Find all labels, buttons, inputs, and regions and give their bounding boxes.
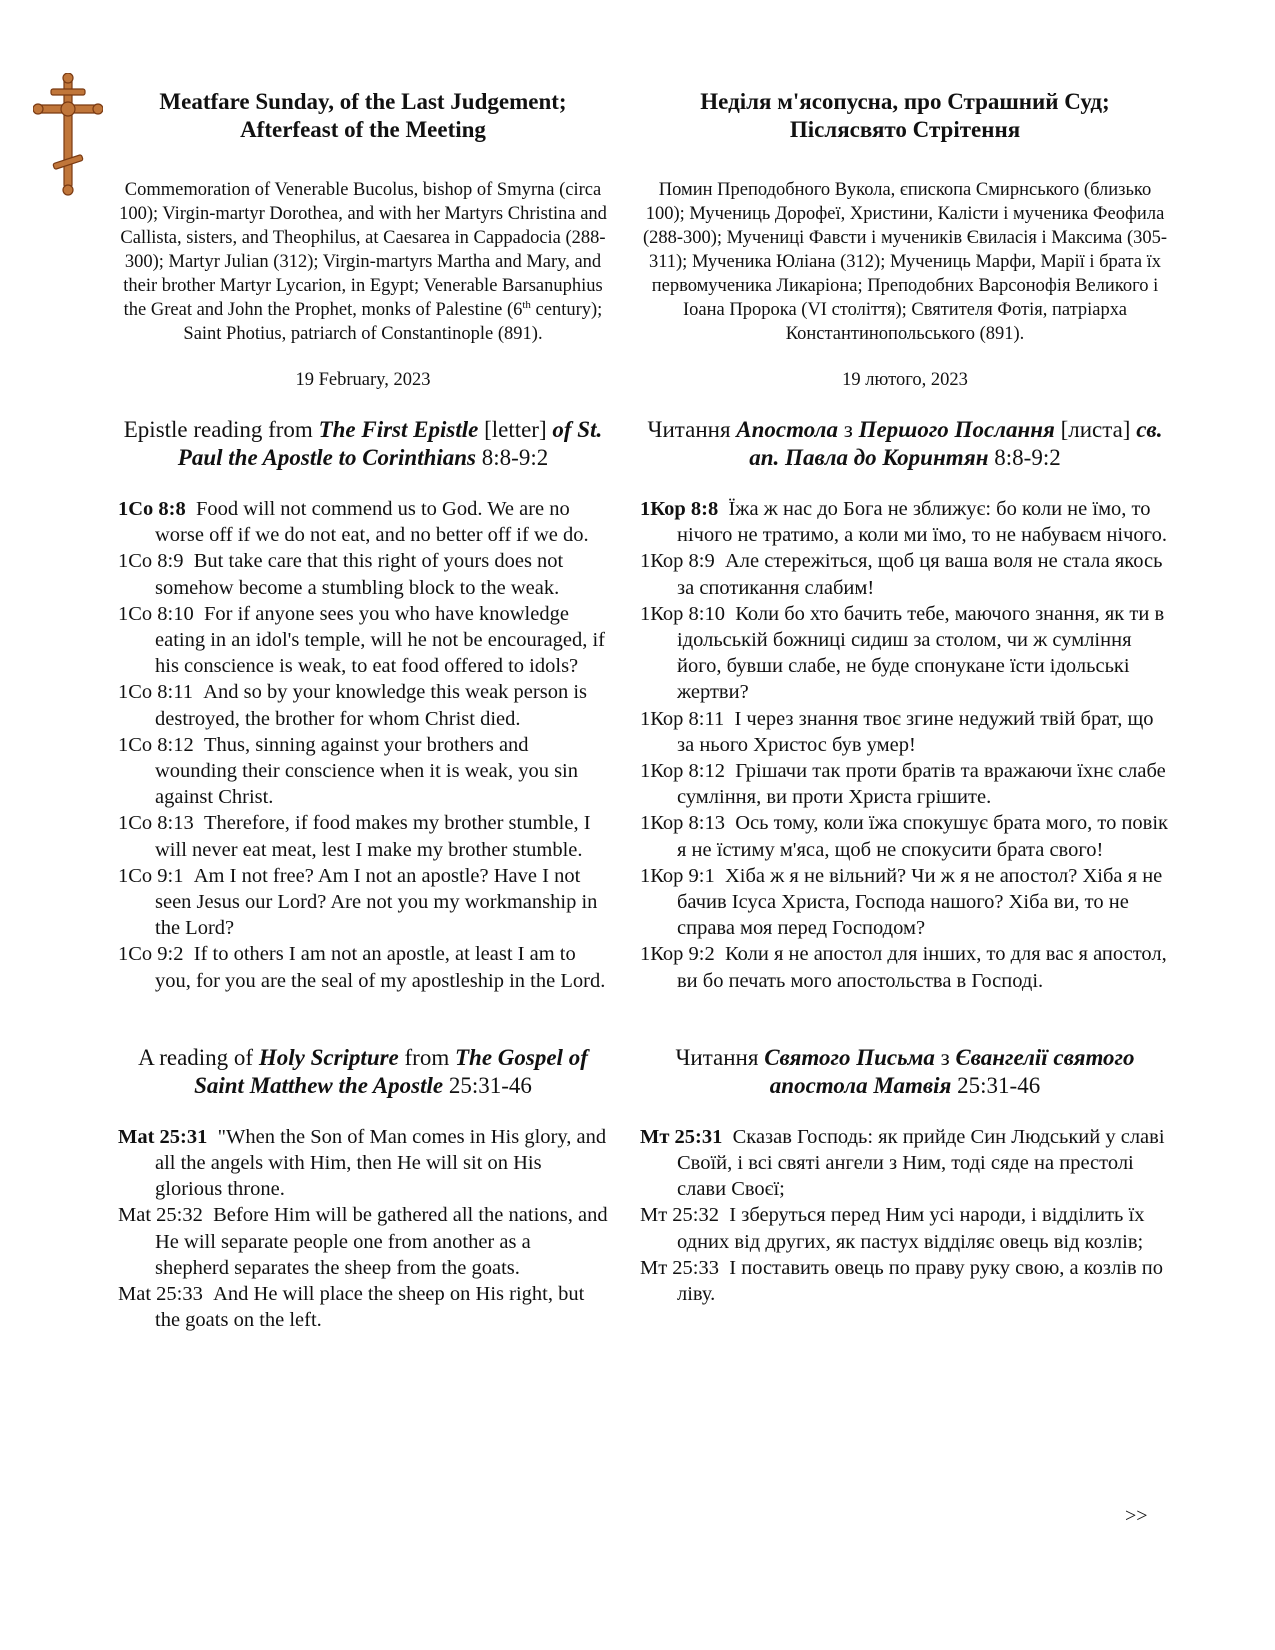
verse-reference: 1Co 8:13 <box>118 812 194 835</box>
verse-item <box>640 941 1170 993</box>
verse-text: Thus, sinning against your brothers and wounding their conscience when it is weak, you sin against Christ. <box>155 733 579 809</box>
verse-reference: 1Co 8:11 <box>118 681 193 704</box>
verse-item <box>640 496 1170 548</box>
verse-text: And He will place the sheep on His right, but the goats on the left. <box>155 1283 585 1332</box>
gospel-heading-en: A reading of Holy Scripture from The Gospel of Saint Matthew the Apostle 25:31-46 <box>138 1044 588 1098</box>
title-line-1: Неділя м'ясопусна, про Страшний Суд; <box>700 89 1110 114</box>
verse-reference: Mat 25:32 <box>118 1204 203 1227</box>
verse-text: Food will not commend us to God. We are no worse off if we do not eat, and no better off if we do. <box>155 498 589 547</box>
verse-text: Therefore, if food makes my brother stumble, I will never eat meat, lest I make my brother stumble. <box>155 812 591 861</box>
verse-text: Am I not free? Am I not an apostle? Have I not seen Jesus our Lord? Are not you my workmanship in the Lord? <box>155 864 598 940</box>
verse-item <box>118 601 608 680</box>
verse-text: Грішачи так проти братів та вражаючи їхнє слабе сумління, ви проти Христа грішите. <box>677 760 1166 809</box>
title-line-1: Meatfare Sunday, of the Last Judgement; <box>159 89 567 114</box>
verse-reference: Мт 25:32 <box>640 1204 720 1227</box>
verse-reference: 1Кор 8:8 <box>640 498 719 520</box>
verse-reference: Mat 25:33 <box>118 1283 203 1306</box>
verse-text: But take care that this right of yours does not somehow become a stumbling block to the weak. <box>155 550 564 599</box>
verse-item <box>118 496 608 548</box>
commemoration-en: Commemoration of Venerable Bucolus, bishop of Smyrna (circa 100); Virgin-martyr Dorothea, and with her Martyrs Christina and Callista, sisters, and Theophilus, at Caesarea in Cappadocia (288-300); Martyr Julian (312); Virgin-martyrs Martha and Mary, and their brother Martyr Lycarion, in Egypt; Venerable Barsanuphius the Great and John the Prophet, monks of Palestine (6th century); Saint Photius, patriarch of Constantinople (891). <box>119 180 607 344</box>
verse-reference: 1Кор 8:11 <box>640 707 725 730</box>
verse-text: "When the Son of Man comes in His glory, and all the angels with Him, then He will sit on His glorious throne. <box>155 1125 607 1201</box>
date-uk: 19 лютого, 2023 <box>842 370 968 390</box>
epistle-heading-en: Epistle reading from The First Epistle [letter] of St. Paul the Apostle to Corinthians 8:8-9:2 <box>123 417 603 470</box>
continue-marker: >> <box>1125 1505 1148 1527</box>
verse-reference: Мт 25:31 <box>640 1125 723 1148</box>
verse-reference: 1Кор 8:12 <box>640 760 725 783</box>
date-en: 19 February, 2023 <box>295 370 431 390</box>
verse-item <box>118 679 608 731</box>
gospel-verses-uk <box>640 1124 1170 1307</box>
verse-item <box>118 548 608 600</box>
verse-reference: 1Co 8:9 <box>118 550 184 573</box>
verse-item <box>640 706 1170 758</box>
epistle-verses-uk <box>640 496 1170 994</box>
verse-item <box>640 548 1170 600</box>
verse-text: Before Him will be gathered all the nations, and He will separate people one from another as a shepherd separates the sheep from the goats. <box>155 1204 608 1279</box>
verse-text: Коли я не апостол для інших, то для вас я апостол, ви бо печать мого апостольства в Господі. <box>677 943 1167 992</box>
verse-text: Але стережіться, щоб ця ваша воля не стала якось за спотикання слабим! <box>677 550 1163 599</box>
verse-item <box>640 1202 1170 1254</box>
verse-text: І зберуться перед Ним усі народи, і відділить їх одних від других, як пастух відділяє овець від козлів; <box>677 1204 1145 1253</box>
verse-item <box>118 1202 608 1281</box>
verse-item <box>640 758 1170 810</box>
verse-text: For if anyone sees you who have knowledge eating in an idol's temple, will he not be encouraged, if his conscience is weak, to eat food offered to idols? <box>155 602 606 678</box>
title-line-2: Afterfeast of the Meeting <box>240 117 486 142</box>
verse-reference: 1Co 8:8 <box>118 498 186 520</box>
commemoration-uk: Помин Преподобного Вукола, єпископа Смирнського (близько 100); Мучениць Дорофеї, Христини, Калісти і мученика Феофила (288-300); Мучениці Фавсти і мучеників Євиласія і Максима (305-311); Мученика Юліана (312); Мучениць Марфи, Марії і брата їх первомученика Ликаріона; Преподобних Варсонофія Великого і Іоана Пророка (VI століття); Святителя Фотія, патріарха Константинопольського (891). <box>642 180 1168 344</box>
verse-text: І поставить овець по праву руку свою, а козлів по ліву. <box>677 1256 1163 1306</box>
verse-reference: 1Кор 8:13 <box>640 812 725 835</box>
verse-item <box>640 810 1170 862</box>
verse-item <box>118 732 608 811</box>
verse-reference: 1Кор 8:10 <box>640 602 725 625</box>
verse-reference: 1Кор 8:9 <box>640 550 715 573</box>
verse-reference: Мт 25:33 <box>640 1256 720 1279</box>
verse-text: Ось тому, коли їжа спокушує брата мого, то повік я не їстиму м'яса, щоб не спокусити брата свого! <box>677 812 1169 861</box>
verse-item <box>118 941 608 993</box>
verse-reference: 1Кор 9:1 <box>640 864 715 887</box>
verse-item <box>118 863 608 942</box>
title-line-2: Післясвято Стрітення <box>789 117 1021 142</box>
verse-item <box>640 863 1170 942</box>
verse-reference: 1Co 9:2 <box>118 943 184 966</box>
page-title-en <box>118 88 608 144</box>
verse-item <box>640 1124 1170 1203</box>
page-title-uk <box>640 88 1170 144</box>
verse-text: Хіба ж я не вільний? Чи ж я не апостол? Хіба я не бачив Ісуса Христа, Господа нашого? Хіба ви, то не справа моя перед Господом? <box>677 864 1163 940</box>
gospel-heading-uk: Читання Святого Письма з Євангелії святого апостола Матвія 25:31-46 <box>675 1044 1135 1098</box>
verse-item <box>640 601 1170 706</box>
verse-item <box>118 1124 608 1203</box>
verse-text: If to others I am not an apostle, at least I am to you, for you are the seal of my apostleship in the Lord. <box>155 943 606 992</box>
epistle-heading-uk: Читання Апостола з Першого Послання [листа] св. ап. Павла до Коринтян 8:8-9:2 <box>647 417 1163 470</box>
verse-text: Сказав Господь: як прийде Син Людський у славі Своїй, і всі святі ангели з Ним, тоді сяде на престолі слави Своєї; <box>677 1125 1165 1201</box>
verse-reference: 1Co 8:10 <box>118 602 194 625</box>
epistle-verses-en <box>118 496 608 994</box>
verse-text: Їжа ж нас до Бога не зближує: бо коли не їмо, то нічого не тратимо, а коли ми їмо, то не набуваєм нічого. <box>677 498 1167 547</box>
ukrainian-column <box>640 88 1170 1307</box>
orthodox-cross-icon <box>33 73 103 198</box>
verse-item <box>640 1255 1170 1307</box>
verse-reference: 1Co 9:1 <box>118 864 184 887</box>
verse-reference: 1Кор 9:2 <box>640 943 715 966</box>
english-column <box>118 88 608 1333</box>
verse-item <box>118 1281 608 1333</box>
verse-text: Коли бо хто бачить тебе, маючого знання, як ти в ідольській божниці сидиш за столом, чи ж сумління його, бувши слабе, не буде спонукане їсти ідольські жертви? <box>677 602 1165 704</box>
verse-item <box>118 810 608 862</box>
verse-text: And so by your knowledge this weak person is destroyed, the brother for whom Christ died. <box>155 681 587 730</box>
verse-reference: 1Co 8:12 <box>118 733 194 756</box>
gospel-verses-en <box>118 1124 608 1334</box>
verse-reference: Mat 25:31 <box>118 1125 208 1148</box>
verse-text: І через знання твоє згине недужий твій брат, що за нього Христос був умер! <box>677 707 1154 756</box>
